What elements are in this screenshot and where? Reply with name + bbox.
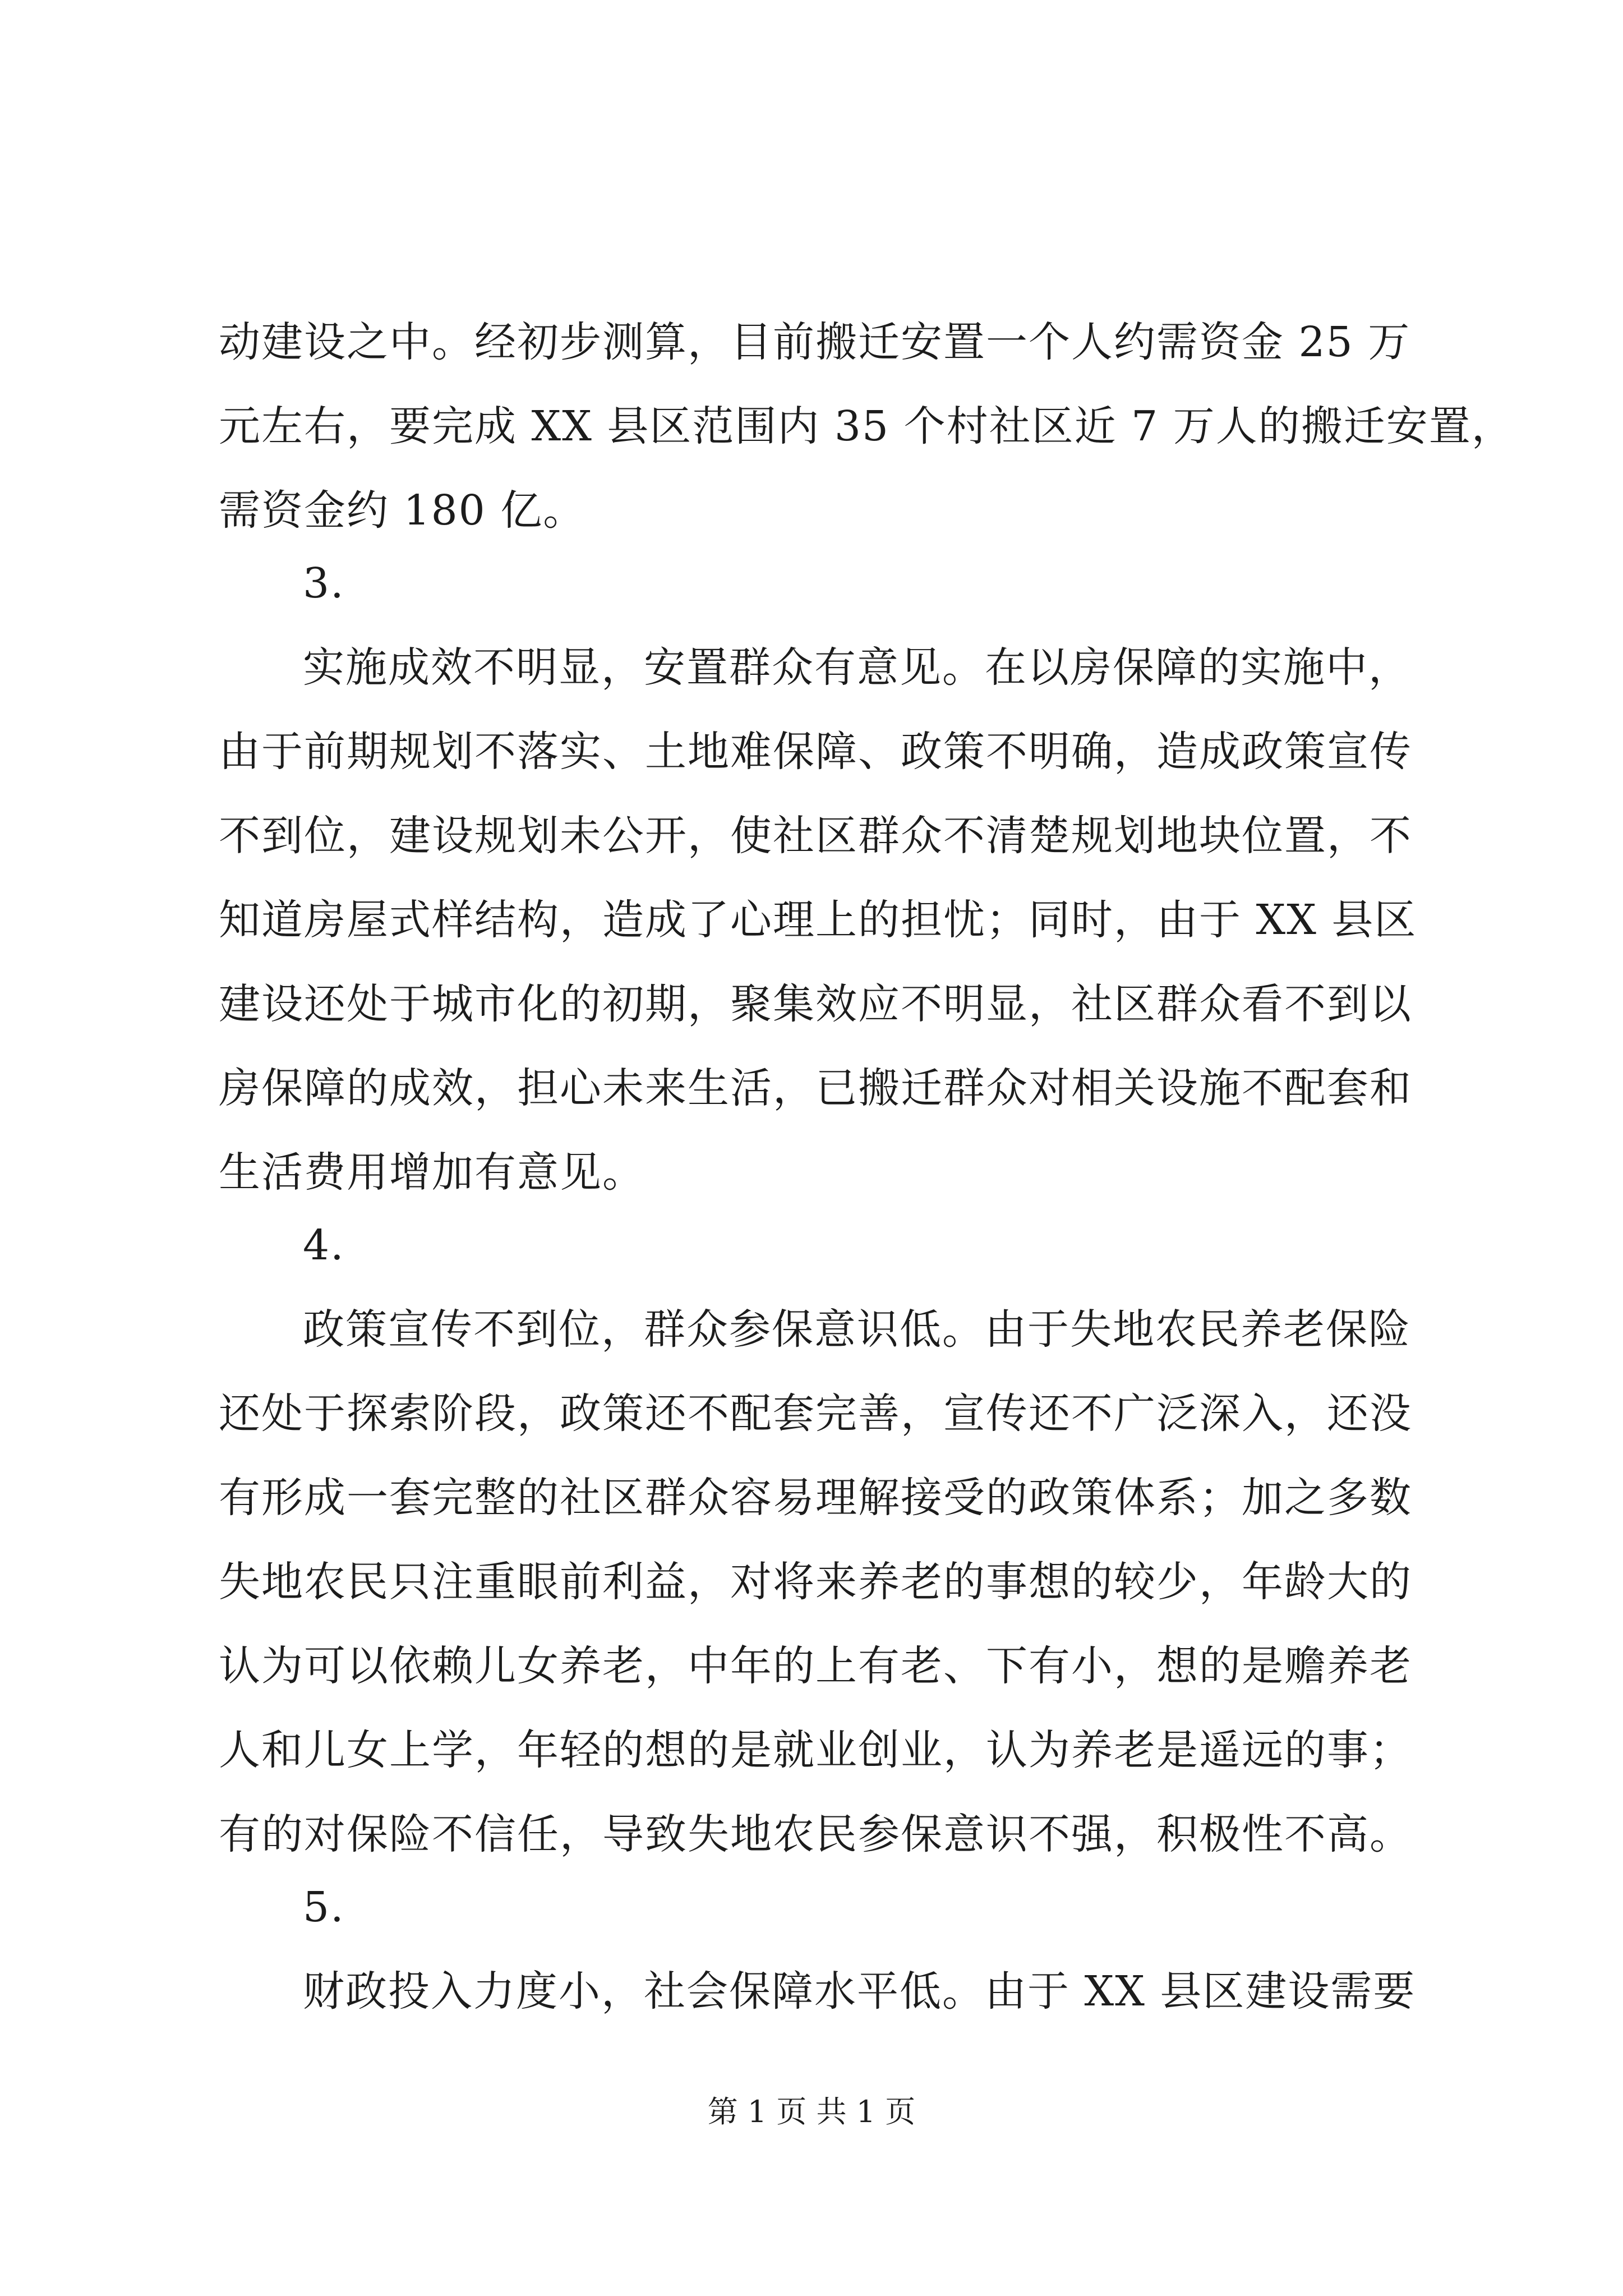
body-text-line: 由于前期规划不落实、土地难保障、政策不明确，造成政策宣传 xyxy=(219,728,1412,776)
body-text-line: 有的对保险不信任，导致失地农民参保意识不强，积极性不高。 xyxy=(219,1810,1412,1858)
body-text-line: 失地农民只注重眼前利益，对将来养老的事想的较少，年龄大的 xyxy=(219,1558,1412,1606)
body-text-line: 人和儿女上学，年轻的想的是就业创业，认为养老是遥远的事； xyxy=(219,1726,1412,1774)
body-text-line: 不到位，建设规划未公开，使社区群众不清楚规划地块位置，不 xyxy=(219,812,1412,860)
body-text-line: 知道房屋式样结构，造成了心理上的担忧；同时，由于 XX 县区 xyxy=(219,896,1417,944)
body-text-line: 认为可以依赖儿女养老，中年的上有老、下有小，想的是赡养老 xyxy=(219,1642,1412,1690)
body-text-line: 房保障的成效，担心未来生活，已搬迁群众对相关设施不配套和 xyxy=(219,1064,1412,1112)
body-text-line: 还处于探索阶段，政策还不配套完善，宣传还不广泛深入，还没 xyxy=(219,1389,1412,1438)
body-text-line: 建设还处于城市化的初期，聚集效应不明显，社区群众看不到以 xyxy=(219,980,1412,1028)
body-text-line: 政策宣传不到位，群众参保意识低。由于失地农民养老保险 xyxy=(303,1305,1411,1354)
section-number: 3. xyxy=(303,559,345,608)
body-text-line: 需资金约 180 亿。 xyxy=(219,486,586,535)
body-text-line: 有形成一套完整的社区群众容易理解接受的政策体系；加之多数 xyxy=(219,1474,1412,1522)
section-number: 5. xyxy=(303,1883,345,1931)
page-footer: 第 1 页 共 1 页 xyxy=(707,2094,916,2129)
body-text-line: 实施成效不明显，安置群众有意见。在以房保障的实施中， xyxy=(303,643,1411,692)
body-text-line: 生活费用增加有意见。 xyxy=(219,1148,645,1197)
body-text-line: 元左右，要完成 XX 县区范围内 35 个村社区近 7 万人的搬迁安置， xyxy=(219,402,1514,450)
body-text-line: 财政投入力度小，社会保障水平低。由于 XX 县区建设需要 xyxy=(303,1967,1416,2016)
section-number: 4. xyxy=(303,1221,345,1269)
body-text-line: 动建设之中。经初步测算，目前搬迁安置一个人约需资金 25 万 xyxy=(219,318,1411,366)
